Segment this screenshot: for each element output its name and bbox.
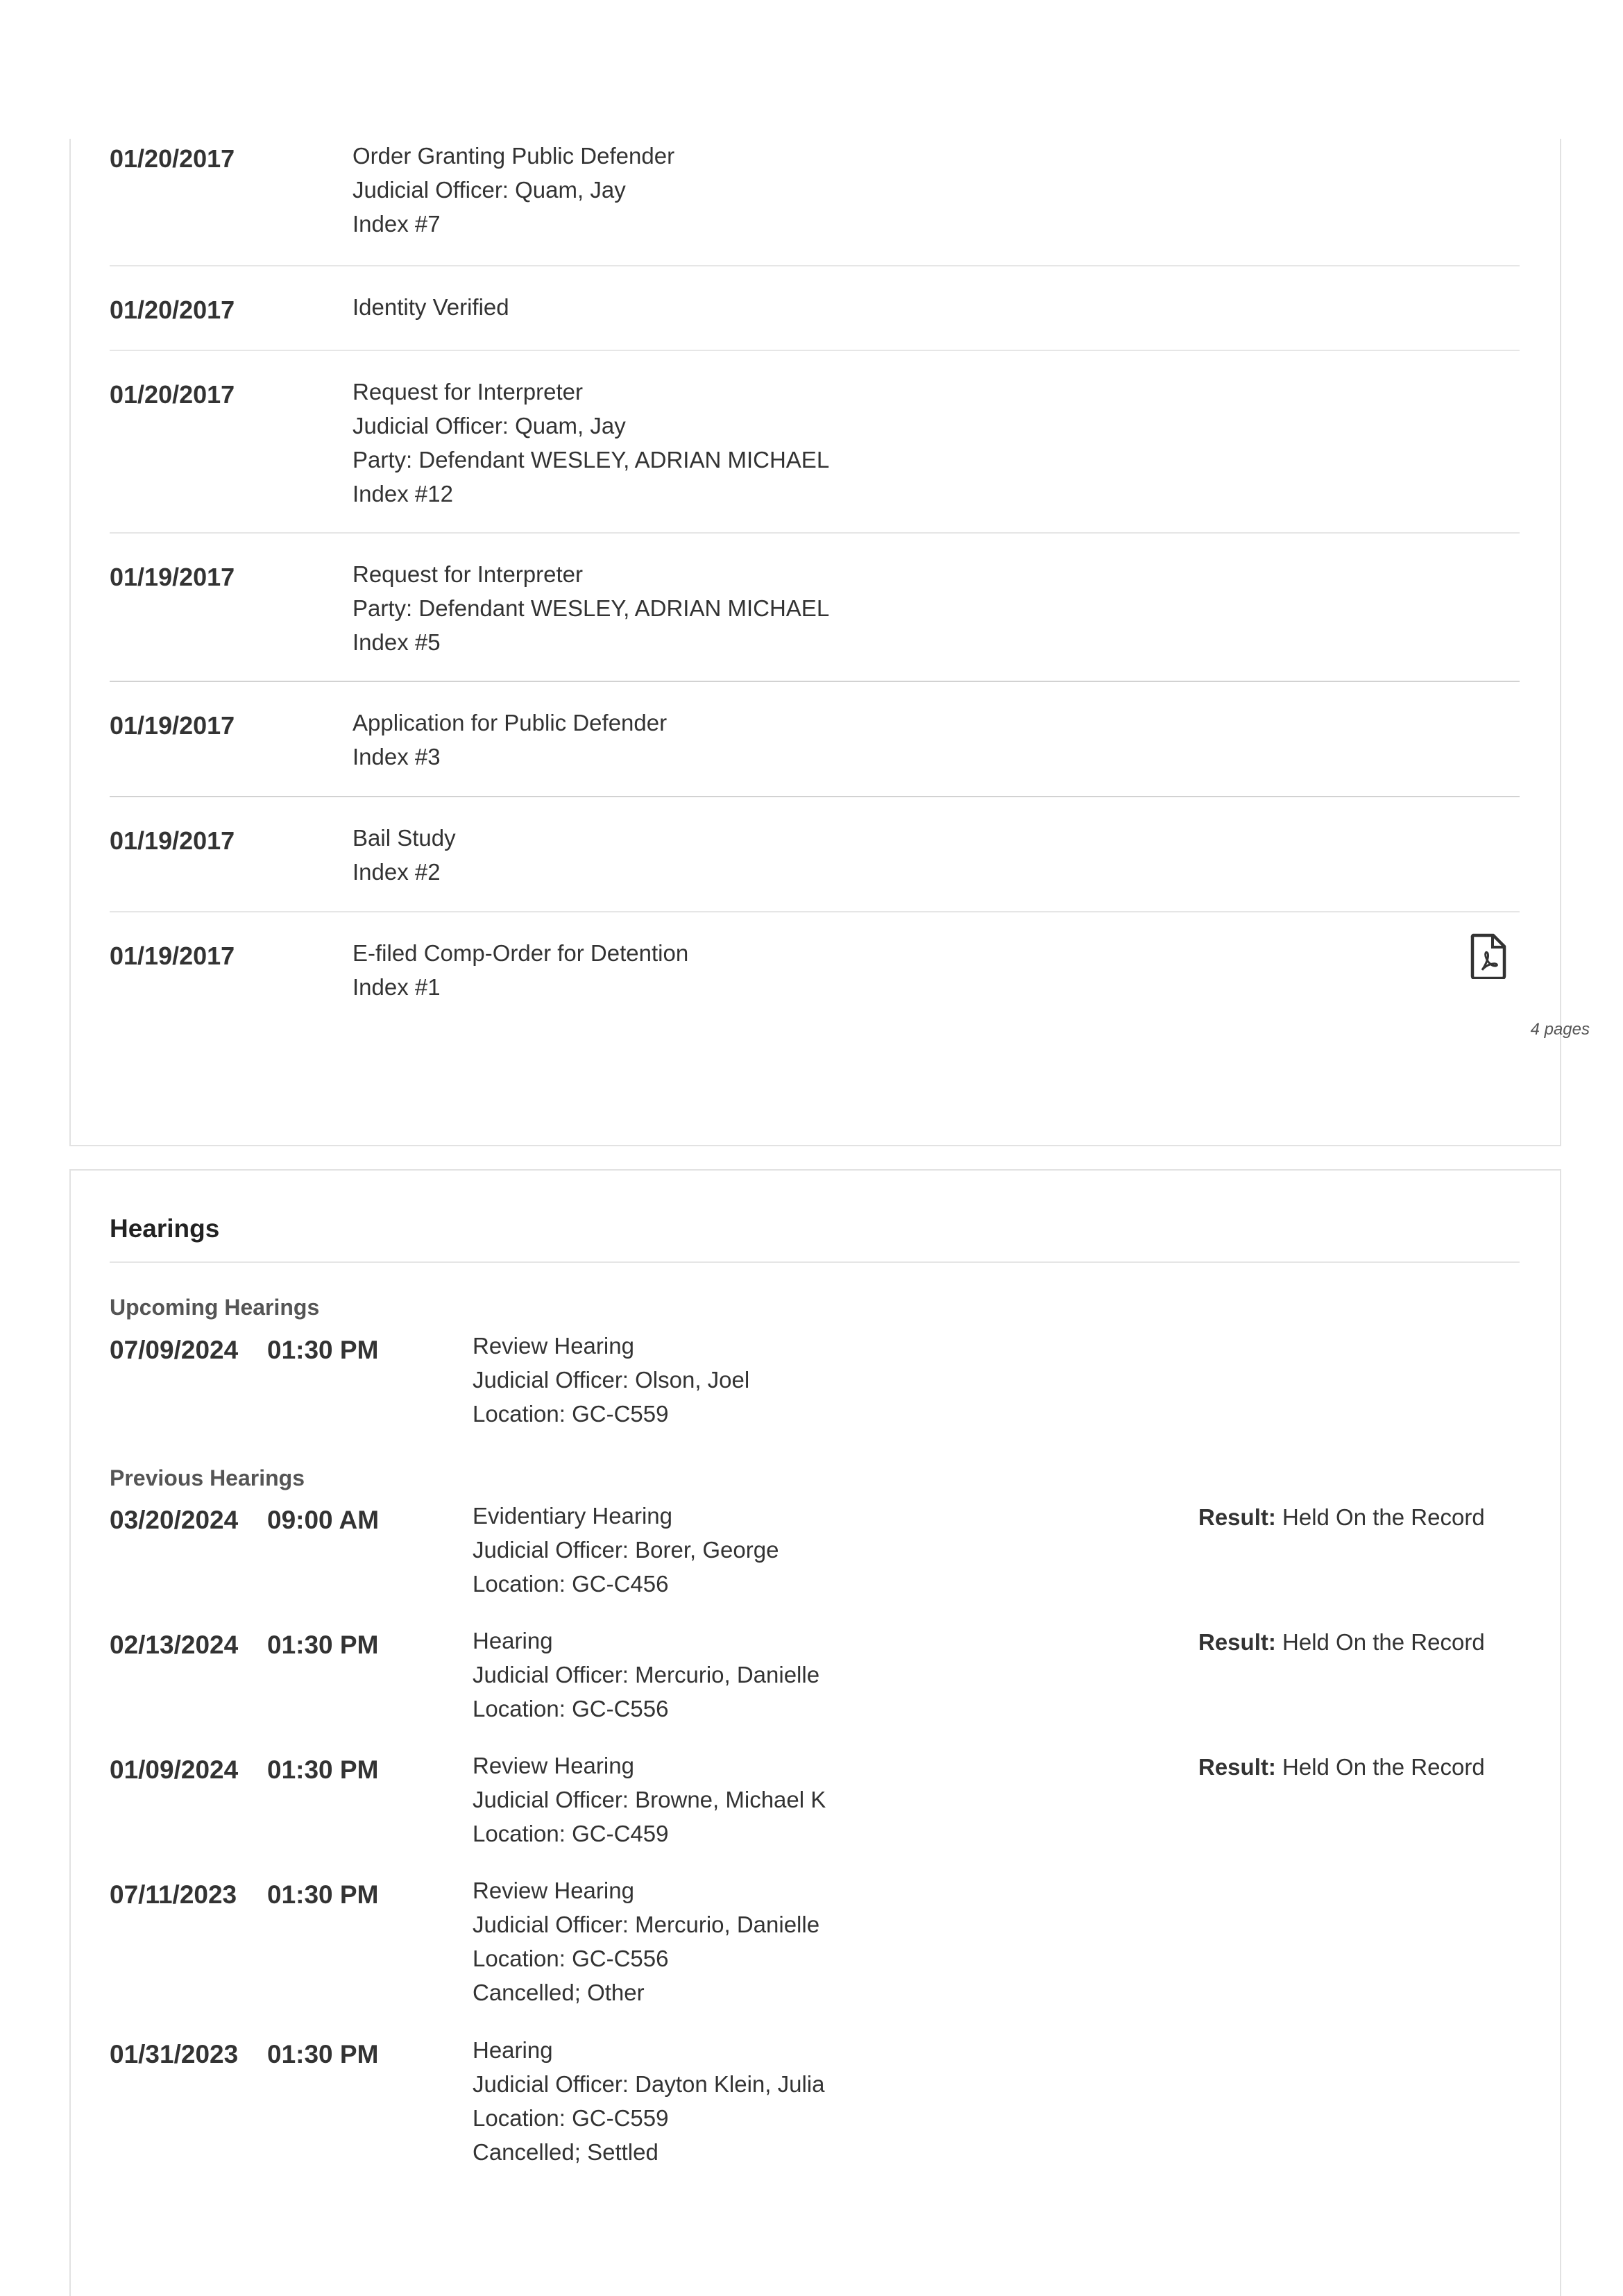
hearing-detail-line: Location: GC-C456: [473, 1571, 669, 1597]
hearing-detail-line: Cancelled; Other: [473, 1980, 645, 2005]
hearing-time: 09:00 AM: [267, 1506, 380, 1534]
hearing-date: 01/31/2023: [110, 2040, 239, 2068]
hearing-details: [473, 1499, 779, 1601]
hearings-divider: [110, 1261, 1520, 1263]
hearing-details: [473, 1749, 826, 1851]
event-detail-line: Index #7: [352, 211, 441, 237]
result-label: Result:: [1198, 1629, 1276, 1655]
hearing-detail-line: Judicial Officer: Mercurio, Danielle: [473, 1662, 820, 1687]
event-details: [352, 936, 688, 1004]
event-description: Request for Interpreter: [352, 561, 583, 587]
event-date: 01/19/2017: [110, 563, 235, 591]
event-detail-line: Index #3: [352, 744, 441, 769]
event-description: Application for Public Defender: [352, 710, 668, 735]
result-label: Result:: [1198, 1504, 1276, 1530]
hearing-time: 01:30 PM: [267, 1336, 379, 1364]
hearing-detail-line: Location: GC-C559: [473, 2105, 669, 2131]
pdf-file-icon[interactable]: [1470, 933, 1507, 979]
event-detail-line: Index #5: [352, 629, 441, 655]
hearing-date: 03/20/2024: [110, 1506, 239, 1534]
hearing-type: Hearing: [473, 2037, 553, 2063]
hearing-detail-line: Judicial Officer: Borer, George: [473, 1537, 779, 1563]
event-details: [352, 290, 509, 324]
event-description: Bail Study: [352, 825, 456, 851]
hearing-type: Review Hearing: [473, 1333, 634, 1359]
hearing-detail-line: Location: GC-C556: [473, 1696, 669, 1721]
hearing-detail-line: Location: GC-C556: [473, 1946, 669, 1971]
event-details: [352, 706, 667, 774]
hearing-details: [473, 1624, 819, 1726]
event-separator: [110, 350, 1520, 351]
event-details: [352, 375, 829, 511]
hearing-type: Review Hearing: [473, 1878, 634, 1903]
event-details: [352, 821, 456, 889]
result-label: Result:: [1198, 1754, 1276, 1780]
hearing-detail-line: Judicial Officer: Olson, Joel: [473, 1367, 750, 1393]
hearing-time: 01:30 PM: [267, 1880, 379, 1909]
hearing-result: [1198, 1504, 1485, 1531]
previous-hearings-label: Previous Hearings: [110, 1465, 305, 1490]
event-description: E-filed Comp-Order for Detention: [352, 940, 689, 966]
event-details: [352, 557, 829, 659]
event-separator: [110, 796, 1520, 797]
hearing-type: Review Hearing: [473, 1753, 634, 1778]
page-count: 4 pages: [1530, 1020, 1590, 1039]
hearing-type: Evidentiary Hearing: [473, 1503, 672, 1529]
event-separator: [110, 911, 1520, 912]
upcoming-hearings-label: Upcoming Hearings: [110, 1295, 320, 1320]
event-date: 01/20/2017: [110, 380, 235, 409]
event-date: 01/20/2017: [110, 296, 235, 324]
event-detail-line: Judicial Officer: Quam, Jay: [352, 413, 626, 439]
hearing-details: [473, 1873, 819, 2009]
hearing-detail-line: Judicial Officer: Dayton Klein, Julia: [473, 2071, 825, 2097]
event-details: [352, 139, 674, 241]
event-date: 01/19/2017: [110, 826, 235, 855]
event-date: 01/20/2017: [110, 144, 235, 173]
hearing-detail-line: Judicial Officer: Mercurio, Danielle: [473, 1912, 820, 1937]
event-detail-line: Party: Defendant WESLEY, ADRIAN MICHAEL: [352, 447, 830, 473]
hearings-title: Hearings: [110, 1214, 220, 1243]
hearing-date: 01/09/2024: [110, 1755, 239, 1784]
event-separator: [110, 681, 1520, 682]
event-date: 01/19/2017: [110, 942, 235, 970]
hearing-detail-line: Cancelled; Settled: [473, 2139, 658, 2165]
hearing-detail-line: Judicial Officer: Browne, Michael K: [473, 1787, 826, 1812]
event-detail-line: Judicial Officer: Quam, Jay: [352, 177, 626, 203]
event-detail-line: Index #1: [352, 974, 441, 1000]
hearing-type: Hearing: [473, 1628, 553, 1653]
event-separator: [110, 532, 1520, 534]
hearing-details: [473, 2033, 824, 2169]
event-detail-line: Party: Defendant WESLEY, ADRIAN MICHAEL: [352, 595, 830, 621]
event-description: Order Granting Public Defender: [352, 143, 675, 169]
hearing-details: [473, 1329, 749, 1431]
hearing-result: [1198, 1754, 1485, 1780]
hearing-time: 01:30 PM: [267, 1631, 379, 1659]
event-separator: [110, 265, 1520, 266]
result-value: Held On the Record: [1282, 1629, 1485, 1655]
hearing-detail-line: Location: GC-C459: [473, 1821, 669, 1846]
hearing-date: 07/11/2023: [110, 1880, 237, 1909]
event-description: Request for Interpreter: [352, 379, 583, 405]
hearing-detail-line: Location: GC-C559: [473, 1401, 669, 1427]
hearing-date: 07/09/2024: [110, 1336, 239, 1364]
result-value: Held On the Record: [1282, 1754, 1485, 1780]
hearing-result: [1198, 1629, 1485, 1656]
event-date: 01/19/2017: [110, 711, 235, 740]
hearing-time: 01:30 PM: [267, 1755, 379, 1784]
event-detail-line: Index #12: [352, 481, 453, 507]
event-detail-line: Index #2: [352, 859, 441, 885]
event-description: Identity Verified: [352, 294, 509, 320]
result-value: Held On the Record: [1282, 1504, 1485, 1530]
hearing-time: 01:30 PM: [267, 2040, 379, 2068]
hearing-date: 02/13/2024: [110, 1631, 239, 1659]
